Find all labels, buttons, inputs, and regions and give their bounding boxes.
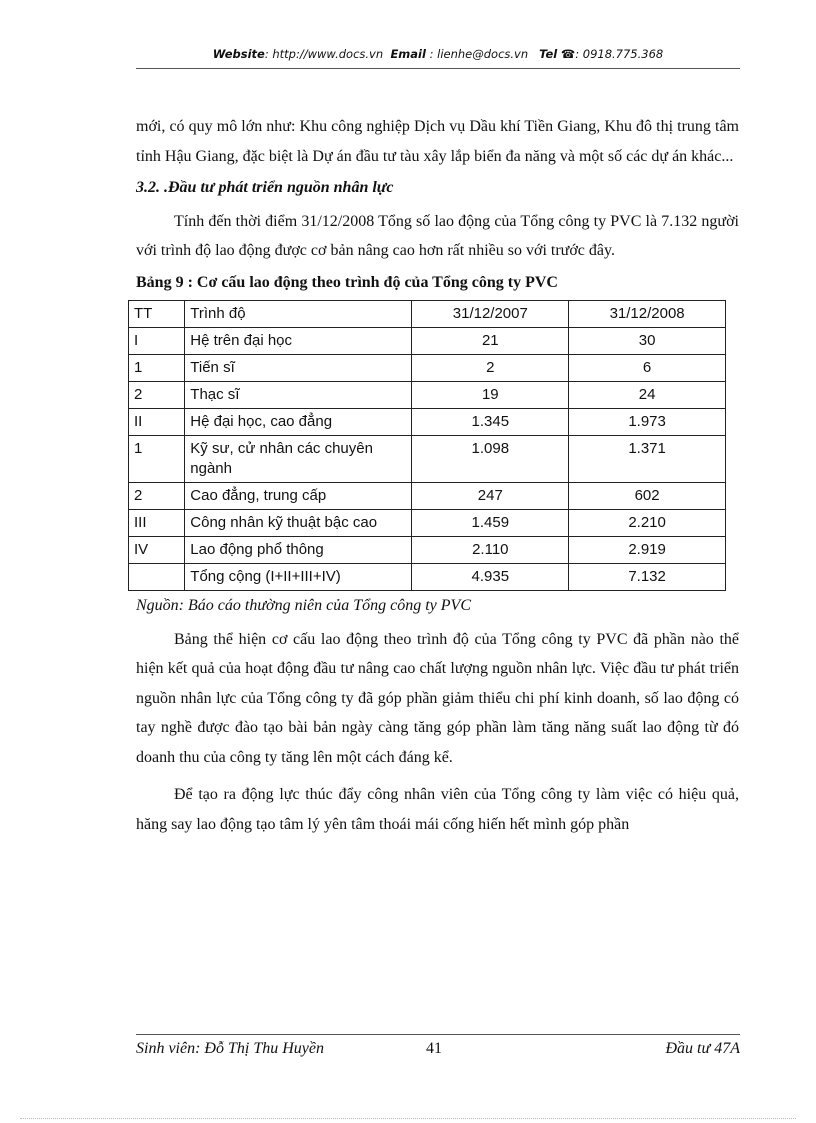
table-row	[129, 509, 726, 536]
table-cell: 19	[412, 381, 569, 408]
table-caption: Bảng 9 : Cơ cấu lao động theo trình độ của Tổng công ty PVC	[136, 273, 558, 291]
table-cell: Thạc sĩ	[185, 381, 412, 408]
table-cell: 2	[129, 381, 185, 408]
table-cell: 1.345	[412, 408, 569, 435]
table-cell: 247	[412, 482, 569, 509]
page-bottom-border	[20, 1118, 796, 1119]
table-row	[129, 354, 726, 381]
phone-icon: ☎	[560, 47, 576, 61]
student-name: Sinh viên: Đỗ Thị Thu Huyền	[136, 1040, 324, 1057]
table-cell: II	[129, 408, 185, 435]
website-value: : http://www.docs.vn	[264, 47, 384, 61]
paragraph-2: Tính đến thời điểm 31/12/2008 Tổng số lao động của Tổng công ty PVC là 7.132 người với trình độ lao động được cơ bản nâng cao hơn rất nhiều so với trước đây.	[136, 212, 739, 259]
header-cell: 31/12/2008	[569, 300, 726, 327]
labor-table	[128, 300, 726, 591]
page-number: 41	[426, 1040, 442, 1057]
website-label: Website	[212, 47, 265, 61]
table-cell: 602	[569, 482, 726, 509]
header-cell: Trình độ	[185, 300, 412, 327]
table-cell: 1.371	[569, 435, 726, 482]
email-label: Email	[390, 47, 426, 61]
email-value: : lienhe@docs.vn	[429, 47, 529, 61]
table-cell: 1	[129, 435, 185, 482]
table-cell: 24	[569, 381, 726, 408]
tel-label: Tel	[539, 47, 558, 61]
paragraph-1: mới, có quy mô lớn như: Khu công nghiệp Dịch vụ Dầu khí Tiền Giang, Khu đô thị trung tâm tỉnh Hậu Giang, đặc biệt là Dự án đầu tư tàu xây lắp biển đa năng và một số các dự án khác...	[136, 118, 739, 165]
table-cell: IV	[129, 536, 185, 563]
footer-divider	[136, 1034, 740, 1035]
header-cell: 31/12/2007	[412, 300, 569, 327]
class-name: Đầu tư 47A	[665, 1040, 740, 1057]
table-cell: 21	[412, 327, 569, 354]
table-cell: 2	[412, 354, 569, 381]
table-row	[129, 536, 726, 563]
tel-value: : 0918.775.368	[575, 47, 664, 61]
table-cell: Cao đẳng, trung cấp	[185, 482, 412, 509]
page-header	[136, 47, 740, 61]
table-row	[129, 381, 726, 408]
table-cell: 2	[129, 482, 185, 509]
table-cell: Hệ trên đại học	[185, 327, 412, 354]
table-cell: 2.210	[569, 509, 726, 536]
table-cell: Tiến sĩ	[185, 354, 412, 381]
page-content	[136, 112, 739, 839]
table-source: Nguồn: Báo cáo thường niên của Tổng công ty PVC	[136, 596, 471, 614]
table-cell: I	[129, 327, 185, 354]
table-cell	[129, 563, 185, 590]
table-cell: 1.973	[569, 408, 726, 435]
table-row	[129, 408, 726, 435]
table-row	[129, 482, 726, 509]
table-cell: III	[129, 509, 185, 536]
table-row	[129, 327, 726, 354]
table-cell: Tổng cộng (I+II+III+IV)	[185, 563, 412, 590]
table-row	[129, 435, 726, 482]
table-header-row	[129, 300, 726, 327]
header-cell: TT	[129, 300, 185, 327]
table-cell: 1.098	[412, 435, 569, 482]
table-cell: 1.459	[412, 509, 569, 536]
table-cell: 6	[569, 354, 726, 381]
table-cell: 1	[129, 354, 185, 381]
table-cell: Lao động phổ thông	[185, 536, 412, 563]
table-cell: 7.132	[569, 563, 726, 590]
section-heading: 3.2. .Đầu tư phát triển nguồn nhân lực	[136, 179, 394, 196]
table-cell: 2.919	[569, 536, 726, 563]
table-cell: 4.935	[412, 563, 569, 590]
table-cell: 30	[569, 327, 726, 354]
table-cell: Hệ đại học, cao đẳng	[185, 408, 412, 435]
table-cell: Công nhân kỹ thuật bậc cao	[185, 509, 412, 536]
table-total-row	[129, 563, 726, 590]
table-cell: Kỹ sư, cử nhân các chuyên ngành	[185, 435, 412, 482]
paragraph-4: Để tạo ra động lực thúc đẩy công nhân viên của Tổng công ty làm việc có hiệu quả, hăng say lao động tạo tâm lý yên tâm thoái mái cống hiến hết mình góp phần	[136, 786, 739, 833]
paragraph-3: Bảng thể hiện cơ cấu lao động theo trình độ của Tổng công ty PVC đã phần nào thể hiện kết quả của hoạt động đầu tư nâng cao chất lượng nguồn nhân lực. Việc đầu tư phát triển nguồn nhân lực của Tổng công ty đã góp phần giảm thiểu chi phí kinh doanh, số lao động có tay nghề được đào tạo bài bản ngày càng tăng góp phần làm tăng năng suất lao động từ đó doanh thu của công ty tăng lên một cách đáng kể.	[136, 630, 739, 766]
table-cell: 2.110	[412, 536, 569, 563]
header-divider	[136, 68, 740, 69]
